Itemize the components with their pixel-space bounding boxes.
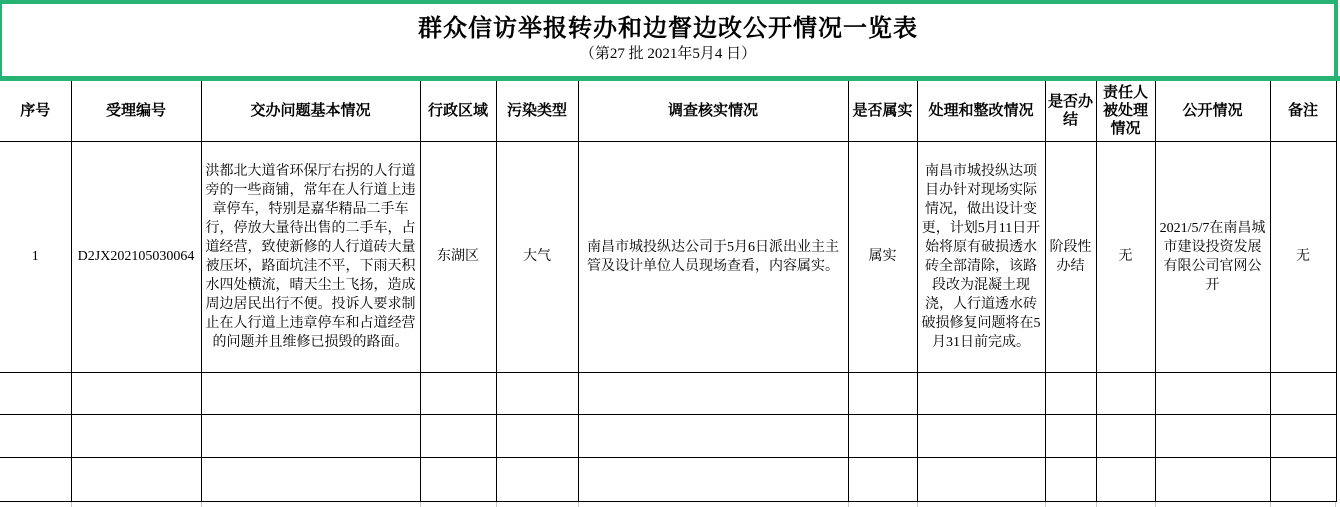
cell-responsible-punished: 无 — [1096, 141, 1155, 372]
table-row-empty — [0, 457, 1336, 501]
cell-verified: 属实 — [848, 141, 917, 372]
grid-stub — [578, 502, 579, 507]
report-table — [0, 81, 1337, 502]
cell-disclosure: 2021/5/7在南昌城市建设投资发展有限公司官网公开 — [1155, 141, 1270, 372]
grid-stub — [1155, 502, 1156, 507]
title-banner — [0, 0, 1338, 76]
grid-stub — [496, 502, 497, 507]
grid-stub — [848, 502, 849, 507]
grid-stub — [1045, 502, 1046, 507]
cell-problem: 洪都北大道省环保厅右拐的人行道旁的一些商铺，常年在人行道上违章停车，特别是嘉华精品二手车行，停放大量待出售的二手车，占道经营，致使新修的人行道砖大量被压坏，路面坑洼不平，下雨天积水四处横流，晴天尘土飞扬，造成周边居民出行不便。投诉人要求制止在人行道上违章停车和占道经营的问题并且维修已损毁的路面。 — [201, 141, 420, 372]
table-row-empty — [0, 414, 1336, 457]
report-table-wrap — [0, 81, 1337, 502]
col-header-remark: 备注 — [1270, 81, 1336, 141]
col-header-verified: 是否属实 — [848, 81, 917, 141]
col-header-region: 行政区域 — [420, 81, 496, 141]
table-row — [0, 141, 1336, 372]
page-subtitle: （第27 批 2021年5月4 日） — [579, 46, 757, 62]
cell-remark: 无 — [1270, 141, 1336, 372]
cell-region: 东湖区 — [420, 141, 496, 372]
col-header-case-id: 受理编号 — [71, 81, 201, 141]
col-header-handling: 处理和整改情况 — [917, 81, 1045, 141]
cell-investigation: 南昌市城投纵达公司于5月6日派出业主主管及设计单位人员现场查看，内容属实。 — [578, 141, 848, 372]
col-header-disclosure: 公开情况 — [1155, 81, 1270, 141]
grid-stub — [1096, 502, 1097, 507]
grid-stub — [1270, 502, 1271, 507]
table-row-empty — [0, 372, 1336, 414]
col-header-problem: 交办问题基本情况 — [201, 81, 420, 141]
cell-seq: 1 — [0, 141, 71, 372]
col-header-closed: 是否办结 — [1045, 81, 1096, 141]
col-header-pollution-type: 污染类型 — [496, 81, 578, 141]
grid-stub — [420, 502, 421, 507]
col-header-seq: 序号 — [0, 81, 71, 141]
grid-stub — [71, 502, 72, 507]
cell-pollution-type: 大气 — [496, 141, 578, 372]
col-header-responsible-punished: 责任人被处理情况 — [1096, 81, 1155, 141]
grid-stub — [201, 502, 202, 507]
grid-stub — [1335, 502, 1336, 507]
table-header-row — [0, 81, 1336, 141]
cell-handling: 南昌市城投纵达项目办针对现场实际情况，做出设计变更，计划5月11日开始将原有破损透水砖全部清除，该路段改为混凝土现浇，人行道透水砖破损修复问题将在5月31日前完成。 — [917, 141, 1045, 372]
page-title: 群众信访举报转办和边督边改公开情况一览表 — [418, 15, 918, 42]
col-header-investigation: 调查核实情况 — [578, 81, 848, 141]
cell-case-id: D2JX202105030064 — [71, 141, 201, 372]
cell-closed: 阶段性办结 — [1045, 141, 1096, 372]
grid-stub — [917, 502, 918, 507]
